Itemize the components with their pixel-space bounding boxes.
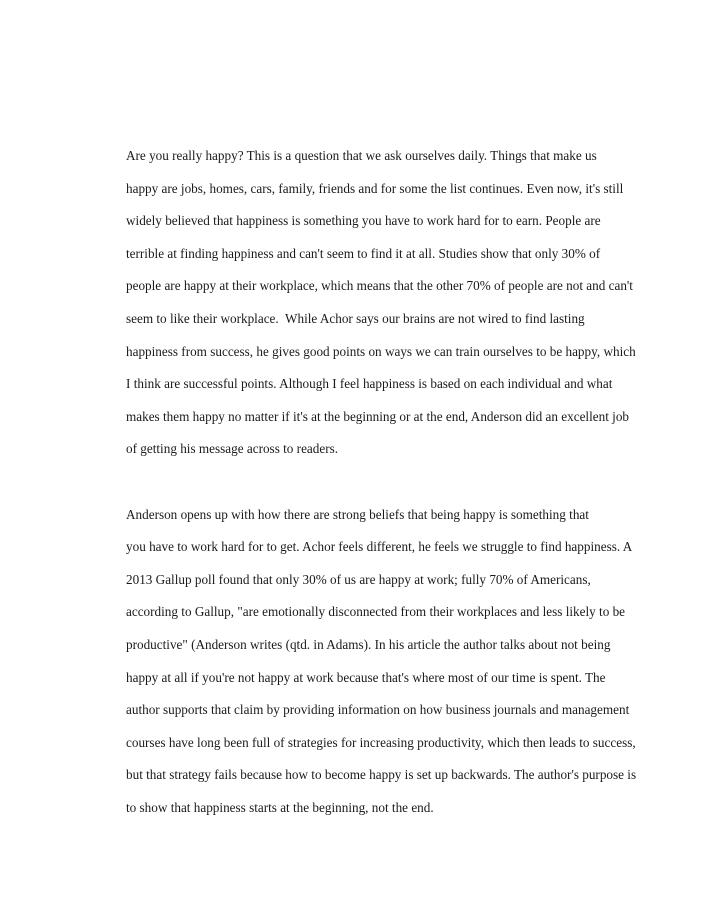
text-line: to show that happiness starts at the beginning, not the end. (126, 799, 434, 815)
text-line: happiness from success, he gives good points on ways we can train ourselves to be happy, which (126, 343, 636, 359)
text-line: courses have long been full of strategies for increasing productivity, which then leads to success, (126, 734, 636, 750)
paragraph-1 (84, 140, 636, 466)
text-line: 2013 Gallup poll found that only 30% of us are happy at work; fully 70% of Americans, (126, 571, 591, 587)
text-line: but that strategy fails because how to become happy is set up backwards. The author's purpose is (126, 767, 637, 783)
text-line: you have to work hard for to get. Achor feels different, he feels we struggle to find happiness. A (126, 539, 633, 555)
text-line: according to Gallup, "are emotionally disconnected from their workplaces and less likely to be (126, 604, 626, 620)
text-line: productive" (Anderson writes (qtd. in Adams). In his article the author talks about not being (126, 636, 611, 652)
text-line: terrible at finding happiness and can't seem to find it at all. Studies show that only 30% of (126, 245, 601, 261)
text-line: Anderson opens up with how there are strong beliefs that being happy is something that (126, 506, 589, 522)
text-line: happy at all if you're not happy at work because that's where most of our time is spent. The (126, 669, 606, 685)
text-line: happy are jobs, homes, cars, family, friends and for some the list continues. Even now, it's still (126, 180, 624, 196)
text-line: people are happy at their workplace, which means that the other 70% of people are not and can't (126, 278, 633, 294)
text-line: widely believed that happiness is something you have to work hard for to earn. People are (126, 213, 601, 229)
paragraph-2 (84, 499, 637, 825)
document-body (84, 140, 637, 824)
text-line: makes them happy no matter if it's at the beginning or at the end, Anderson did an excellent job (126, 408, 630, 424)
text-line: seem to like their workplace. While Achor says our brains are not wired to find lasting (126, 310, 585, 326)
text-line: I think are successful points. Although I feel happiness is based on each individual and what (126, 376, 613, 392)
text-line: author supports that claim by providing information on how business journals and management (126, 702, 630, 718)
text-line: Are you really happy? This is a question that we ask ourselves daily. Things that make us (126, 148, 597, 163)
text-line: of getting his message across to readers. (126, 441, 339, 457)
